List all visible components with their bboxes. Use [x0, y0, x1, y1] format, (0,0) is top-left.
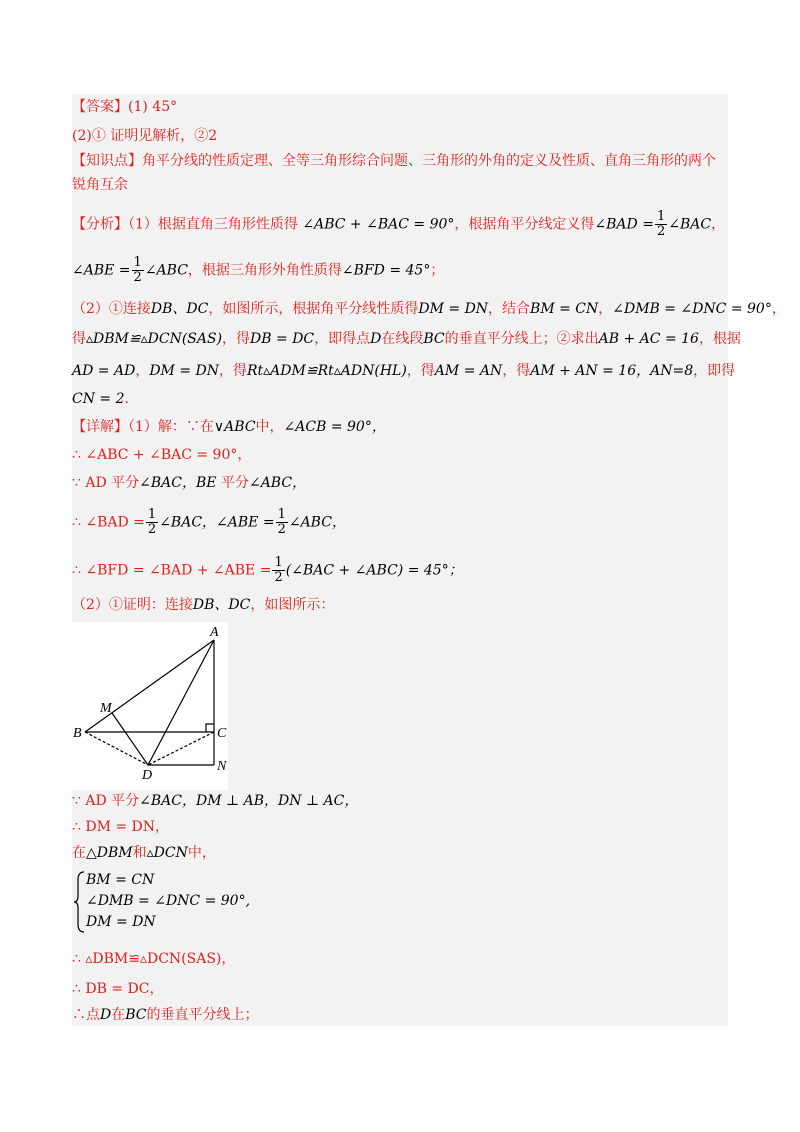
segment-ad [148, 640, 214, 765]
analysis-text: ，结合 [488, 301, 531, 317]
detail-text: （2）①证明：连接 [72, 597, 193, 613]
fraction [276, 508, 288, 537]
detail-label: 【详解】 [72, 419, 128, 435]
detail-text: ∴ ∠BAD = [72, 514, 145, 531]
detail-line-11 [72, 980, 163, 998]
detail-text: ∴点 [72, 1007, 100, 1023]
formula: ∠BAC，∠ABE = [159, 514, 275, 531]
detail-line-7 [72, 792, 358, 810]
detail-text: （1）解：∵在 [128, 419, 214, 435]
answer-circle-1: ① [91, 128, 106, 144]
fraction [272, 556, 284, 585]
detail-text: 平分 [220, 475, 249, 491]
formula: AM = AN [434, 363, 503, 379]
formula: ∠BAC，BE [139, 475, 217, 491]
formula: DB、DC [192, 597, 251, 613]
detail-text: 中， [187, 845, 216, 861]
knowledge-label: 【知识点】 [72, 153, 142, 169]
analysis-line-1: 【分析】（1）根据直角三角形性质得 ∠ABC + ∠BAC = 90°，根据角平分线定义得∠BAD = $\frac{1}{2}$ ∠BAC， [72, 209, 726, 239]
knowledge-line-1 [72, 152, 716, 170]
formula: D [370, 331, 382, 347]
knowledge-text-2: 锐角互余 [72, 177, 128, 193]
equation-rows [86, 870, 250, 933]
fraction-numerator: 1 [147, 507, 157, 522]
detail-text: 中， [255, 419, 284, 435]
analysis-text: ，得 [502, 363, 531, 379]
analysis-line-6: CN = 2. [72, 391, 129, 407]
equation-row: BM = CN [86, 872, 155, 888]
formula: DB、DC [150, 301, 209, 317]
detail-text: 平分 [111, 793, 140, 809]
fraction-denominator: 2 [147, 522, 157, 537]
analysis-text: ，得 [222, 331, 251, 347]
analysis-line-4 [72, 330, 741, 348]
analysis-text: ，根据角平分线定义得 [454, 216, 595, 233]
detail-line-2 [72, 446, 251, 464]
fraction-denominator: 2 [133, 270, 142, 285]
triangle-diagram [72, 622, 228, 790]
fraction-numerator: 1 [656, 209, 666, 224]
detail-text: ∴ ∠ABC + ∠BAC = 90°， [72, 447, 252, 463]
analysis-label: 【分析】 [72, 216, 128, 233]
detail-line-4 [72, 508, 346, 537]
label-b: B [73, 726, 82, 741]
formula: ∠BAD = [594, 216, 654, 233]
label-m: M [100, 701, 112, 716]
detail-text: ∵ AD [72, 793, 107, 809]
answer-part2-text: 证明见解析， [110, 128, 195, 144]
fraction-denominator: 2 [277, 522, 286, 537]
detail-text: 平分 [111, 475, 140, 491]
fraction [655, 210, 667, 239]
analysis-line-5: AD = AD，DM = DN，得Rt▵ADM≌Rt▵ADN(HL)，得AM = AN，得AM + AN = 16，AN=8，即得 [72, 363, 736, 379]
analysis-text: ，即得 [693, 363, 736, 379]
answer-label: 【答案】 [72, 99, 128, 115]
detail-line-1 [72, 418, 386, 436]
right-angle-mark [206, 724, 214, 732]
knowledge-line-2 [72, 176, 128, 194]
formula: ∠DMB = ∠DNC = 90° [612, 301, 772, 317]
fraction-denominator: 2 [274, 570, 283, 585]
segment-md [112, 713, 148, 765]
analysis-text: ，即得点 [314, 331, 371, 347]
analysis-line-3: （2）①连接DB、DC，如图所示，根据角平分线性质得DM = DN，结合BM = CN，∠DMB = ∠DNC = 90°， [72, 301, 786, 317]
fraction-numerator: 1 [277, 507, 286, 522]
formula: ▵DCN [146, 845, 188, 861]
equation-row: DM = DN [86, 914, 156, 930]
label-c: C [217, 726, 227, 741]
segment-dc-dashed [148, 732, 214, 765]
detail-line-5 [72, 556, 463, 585]
segment-ba [85, 640, 214, 732]
formula: AB + AC = 16 [598, 331, 699, 347]
answer-part1: (1) 45° [128, 99, 178, 115]
label-d: D [142, 768, 153, 783]
fraction-numerator: 1 [274, 555, 283, 570]
formula: ∠ABC， [288, 514, 346, 531]
formula: BC [423, 331, 445, 347]
formula: ∨ABC [213, 419, 256, 435]
formula: ∠BAC，DM ⊥ AB，DN ⊥ AC， [139, 793, 359, 809]
detail-line-3 [72, 474, 306, 492]
formula: Rt▵ADM≌Rt▵ADN(HL) [246, 363, 407, 379]
answer-line-2 [72, 127, 217, 145]
analysis-text: ，如图所示，根据角平分线性质得 [208, 301, 419, 317]
equation-row: ∠DMB = ∠DNC = 90°, [86, 893, 251, 909]
formula: DM = DN [418, 301, 489, 317]
analysis-text: 得 [72, 331, 86, 347]
solution-panel [72, 94, 786, 1026]
detail-line-6 [72, 596, 334, 614]
segment-db-dashed [85, 732, 148, 765]
formula: ∠ABC [144, 262, 188, 279]
label-a: A [210, 625, 219, 640]
analysis-text: ，得 [218, 363, 247, 379]
formula: ∠BAC [668, 216, 712, 233]
formula: ▵DBM≌▵DCN(SAS) [86, 331, 223, 347]
detail-line-9 [72, 844, 216, 862]
detail-line-12 [72, 1006, 259, 1024]
formula: DB = DC [250, 331, 315, 347]
analysis-line-2: ∠ABE = $\frac{1}{2}$ ∠ABC，根据三角形外角性质得∠BFD = 45°； [72, 255, 445, 285]
detail-text: 和 [132, 845, 147, 861]
analysis-text: ，根据 [698, 331, 741, 347]
detail-text: ，如图所示： [250, 597, 335, 613]
analysis-text: ，根据三角形外角性质得 [187, 262, 342, 279]
fraction-denominator: 2 [656, 224, 666, 239]
fraction [132, 256, 144, 285]
formula: AM + AN = 16，AN=8 [530, 363, 694, 379]
detail-text: ∴ ∠BFD = ∠BAD + ∠ABE = [72, 562, 272, 579]
formula: DM = DN [149, 363, 219, 379]
formula: CN = 2 [72, 391, 125, 407]
detail-text: 的垂直平分线上； [146, 1007, 259, 1023]
formula: (∠BAC + ∠ABC) = 45°； [285, 562, 463, 579]
geometry-figure [72, 622, 228, 790]
formula: ∠ACB = 90°， [283, 419, 386, 435]
label-n: N [217, 759, 227, 774]
detail-text: 在 [72, 845, 86, 861]
detail-text: ∴ ▵DBM≌▵DCN(SAS)， [72, 951, 236, 967]
fraction-numerator: 1 [133, 255, 142, 270]
formula: D [100, 1007, 112, 1023]
answer-line [72, 98, 177, 116]
knowledge-text-1: 角平分线的性质定理、全等三角形综合问题、三角形的外角的定义及性质、直角三角形的两个 [142, 153, 716, 169]
fraction [146, 508, 158, 537]
detail-text: 在 [111, 1007, 126, 1023]
answer-circle-2: ② [194, 128, 209, 144]
formula: △DBM [86, 845, 133, 861]
analysis-text: （2）①连接 [72, 301, 151, 317]
left-brace-icon [74, 870, 86, 934]
analysis-text: ，得 [406, 363, 435, 379]
formula: AD = AD [72, 363, 136, 379]
detail-line-10 [72, 950, 235, 968]
detail-line-8 [72, 818, 169, 836]
analysis-text: 在线段 [381, 331, 424, 347]
equation-system [74, 870, 251, 938]
formula: ∠ABC + ∠BAC = 90° [302, 216, 455, 233]
detail-text: ∴ DM = DN， [72, 819, 170, 835]
formula: BC [125, 1007, 147, 1023]
answer-part2-prefix: (2) [72, 128, 92, 144]
answer-part2-value: 2 [208, 128, 218, 144]
formula: BM = CN [530, 301, 599, 317]
formula: ∠ABE = [72, 262, 131, 279]
formula: ∠BFD = 45° [341, 262, 431, 279]
formula: ∠ABC， [248, 475, 307, 491]
detail-text: ∵ AD [72, 475, 107, 491]
analysis-text: 的垂直平分线上；②求出 [444, 331, 599, 347]
detail-text: ∴ DB = DC， [72, 981, 164, 997]
analysis-text: （1）根据直角三角形性质得 [128, 216, 298, 233]
